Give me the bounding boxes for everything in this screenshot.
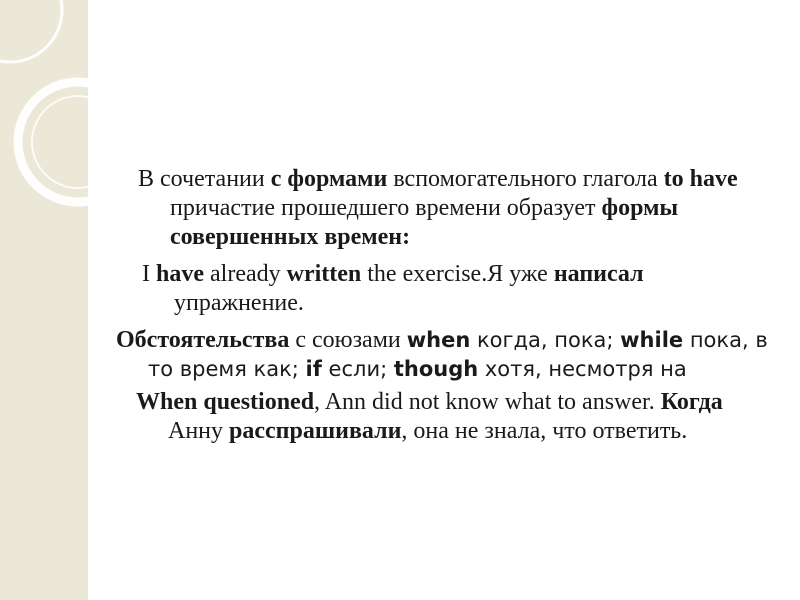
text-span: когда, пока; — [470, 328, 621, 352]
text-span: , она не знала, что ответить. — [401, 418, 688, 444]
paragraph-example-have-written — [138, 260, 778, 318]
bold-span: формы совершенных времен: — [170, 195, 679, 250]
text-span: the exercise.Я уже — [361, 261, 554, 287]
text-span: с союзами — [289, 327, 407, 353]
bold-span: if — [305, 357, 322, 381]
bold-span: Обстоятельства — [116, 327, 290, 353]
bold-span: have — [156, 261, 204, 287]
slide-content — [116, 165, 778, 446]
text-span: , Ann did not know what to answer. — [314, 389, 661, 415]
bold-span: расспрашивали — [229, 418, 402, 444]
text-span: В сочетании — [138, 166, 271, 192]
text-span: вспомогательного глагола — [387, 166, 664, 192]
ring-arc-top — [0, 0, 62, 62]
bold-span: written — [286, 261, 362, 287]
paragraph-adverbial-conjunctions — [116, 326, 778, 384]
text-span: причастие прошедшего времени образует — [170, 195, 602, 221]
text-span: упражнение. — [174, 290, 304, 316]
text-span: хотя, несмотря на — [478, 357, 687, 381]
paragraph-participle-rule — [138, 165, 778, 252]
ring-arc-inner — [32, 96, 88, 188]
bold-span: when — [406, 328, 471, 352]
text-span: пока, в то время как; — [148, 328, 768, 381]
side-decoration-band — [0, 0, 88, 600]
text-span: already — [204, 261, 287, 287]
bold-span: though — [393, 357, 479, 381]
bold-span: When questioned — [136, 389, 315, 415]
bold-span: написал — [553, 261, 644, 287]
text-span: I — [142, 261, 156, 287]
text-span: если; — [321, 357, 394, 381]
bold-span: Когда — [660, 389, 723, 415]
bold-span: to have — [663, 166, 738, 192]
paragraph-example-when-questioned — [136, 388, 778, 446]
ring-arc-bottom — [18, 82, 88, 202]
bold-span: с формами — [270, 166, 388, 192]
bold-span: while — [620, 328, 684, 352]
text-span: Анну — [168, 418, 230, 444]
ring-decoration — [0, 0, 88, 600]
